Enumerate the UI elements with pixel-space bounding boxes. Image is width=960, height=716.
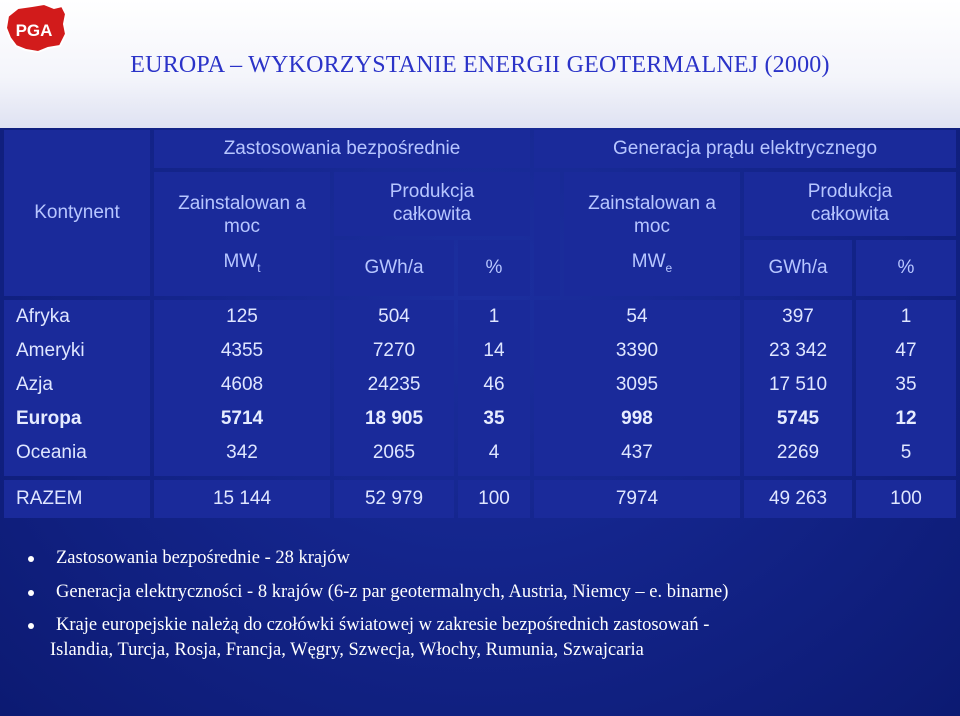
table-cell-pct_d: 14 [483,339,505,361]
poland-map-logo-icon [4,2,68,54]
header-installed-power-label: Zainstalowan a moc [588,193,716,237]
table-cell-continent: Oceania [16,441,87,463]
unit-mwt-sub: t [257,260,261,275]
table-cell-continent: Afryka [16,305,70,327]
header-unit-pct-direct: % [458,240,530,296]
table-cell-pct_d: 4 [488,441,500,463]
bullet-list [28,546,948,662]
table-cell-gwh_e: 23 342 [768,339,828,361]
unit-mwt-main: MW [223,250,258,272]
table-cell-gwh_d: 2065 [372,441,416,463]
table-cell-pct_e: 47 [895,339,917,361]
page-title: EUROPA – WYKORZYSTANIE ENERGII GEOTERMALNEJ (2000) [130,52,830,78]
table-cell-mwe: 437 [621,441,653,463]
header-continent: Kontynent [4,130,150,296]
table-cell-gwh_d: 7270 [372,339,416,361]
table-cell-mwt: 342 [226,441,258,463]
header-power-spacer [534,172,560,296]
bullet-item: Zastosowania bezpośrednie - 28 krajów [28,546,948,571]
table-cell-mwe: 54 [626,305,648,327]
table-cell-mwt: 4608 [220,373,264,395]
total-cell-pct_e: 100 [856,480,956,518]
header-direct-group: Zastosowania bezpośrednie [154,130,530,168]
table-cell-gwh_e: 397 [782,305,814,327]
table-cell-gwh_d: 24235 [367,373,421,395]
table-cell-pct_d: 35 [483,407,505,429]
bullet-continuation: Islandia, Turcja, Rosja, Francja, Węgry, Szwecja, Włochy, Rumunia, Szwajcaria [50,639,644,660]
table-cell-gwh_e: 17 510 [768,373,828,395]
title-bar [0,0,960,128]
table-cell-pct_e: 5 [900,441,912,463]
table-cell-pct_d: 1 [488,305,500,327]
header-production-direct [334,172,530,236]
header-installed-direct-label: Zainstalowan a moc [178,193,306,237]
bullet-item: Kraje europejskie należą do czołówki światowej w zakresie bezpośrednich zastosowań - [28,613,948,638]
table-cell-pct_e: 12 [895,407,917,429]
total-cell-mwt: 15 144 [154,480,330,518]
total-cell-mwe: 7974 [534,480,740,518]
table-cell-gwh_d: 18 905 [364,407,424,429]
total-cell-gwh_e: 49 263 [744,480,852,518]
table-cell-gwh_e: 2269 [776,441,820,463]
header-installed-direct [154,172,330,296]
table-cell-continent: Europa [16,407,82,429]
header-unit-gwh-direct: GWh/a [334,240,454,296]
header-production-direct-label: Produkcja całkowita [389,181,475,225]
unit-mwe-main: MW [631,250,666,272]
table-cell-gwh_d: 504 [378,305,410,327]
total-cell-pct_d: 100 [458,480,530,518]
table-cell-continent: Azja [16,373,53,395]
logo-text: PGA [15,21,53,40]
header-unit-mwe [632,251,672,275]
table-cell-pct_d: 46 [483,373,505,395]
table-cell-mwe: 3390 [615,339,659,361]
total-cell-gwh_d: 52 979 [334,480,454,518]
table-cell-mwe: 3095 [615,373,659,395]
header-production-power-label: Produkcja całkowita [807,181,893,225]
header-power-group: Generacja prądu elektrycznego [534,130,956,168]
bullet-item: Generacja elektryczności - 8 krajów (6-z par geotermalnych, Austria, Niemcy – e. binarne) [28,580,948,605]
unit-mwe-sub: e [665,260,673,275]
table-cell-mwt: 5714 [220,407,264,429]
table-cell-gwh_e: 5745 [776,407,820,429]
table-cell-mwt: 125 [226,305,258,327]
table-cell-pct_e: 35 [895,373,917,395]
table-cell-continent: Ameryki [16,339,85,361]
header-unit-pct-power: % [856,240,956,296]
header-unit-gwh-power: GWh/a [744,240,852,296]
header-installed-power [564,172,740,296]
table-cell-mwe: 998 [621,407,653,429]
table-cell-pct_e: 1 [900,305,912,327]
header-unit-mwt [223,251,260,275]
total-cell-continent: RAZEM [4,480,150,518]
table-cell-mwt: 4355 [220,339,264,361]
header-production-power [744,172,956,236]
